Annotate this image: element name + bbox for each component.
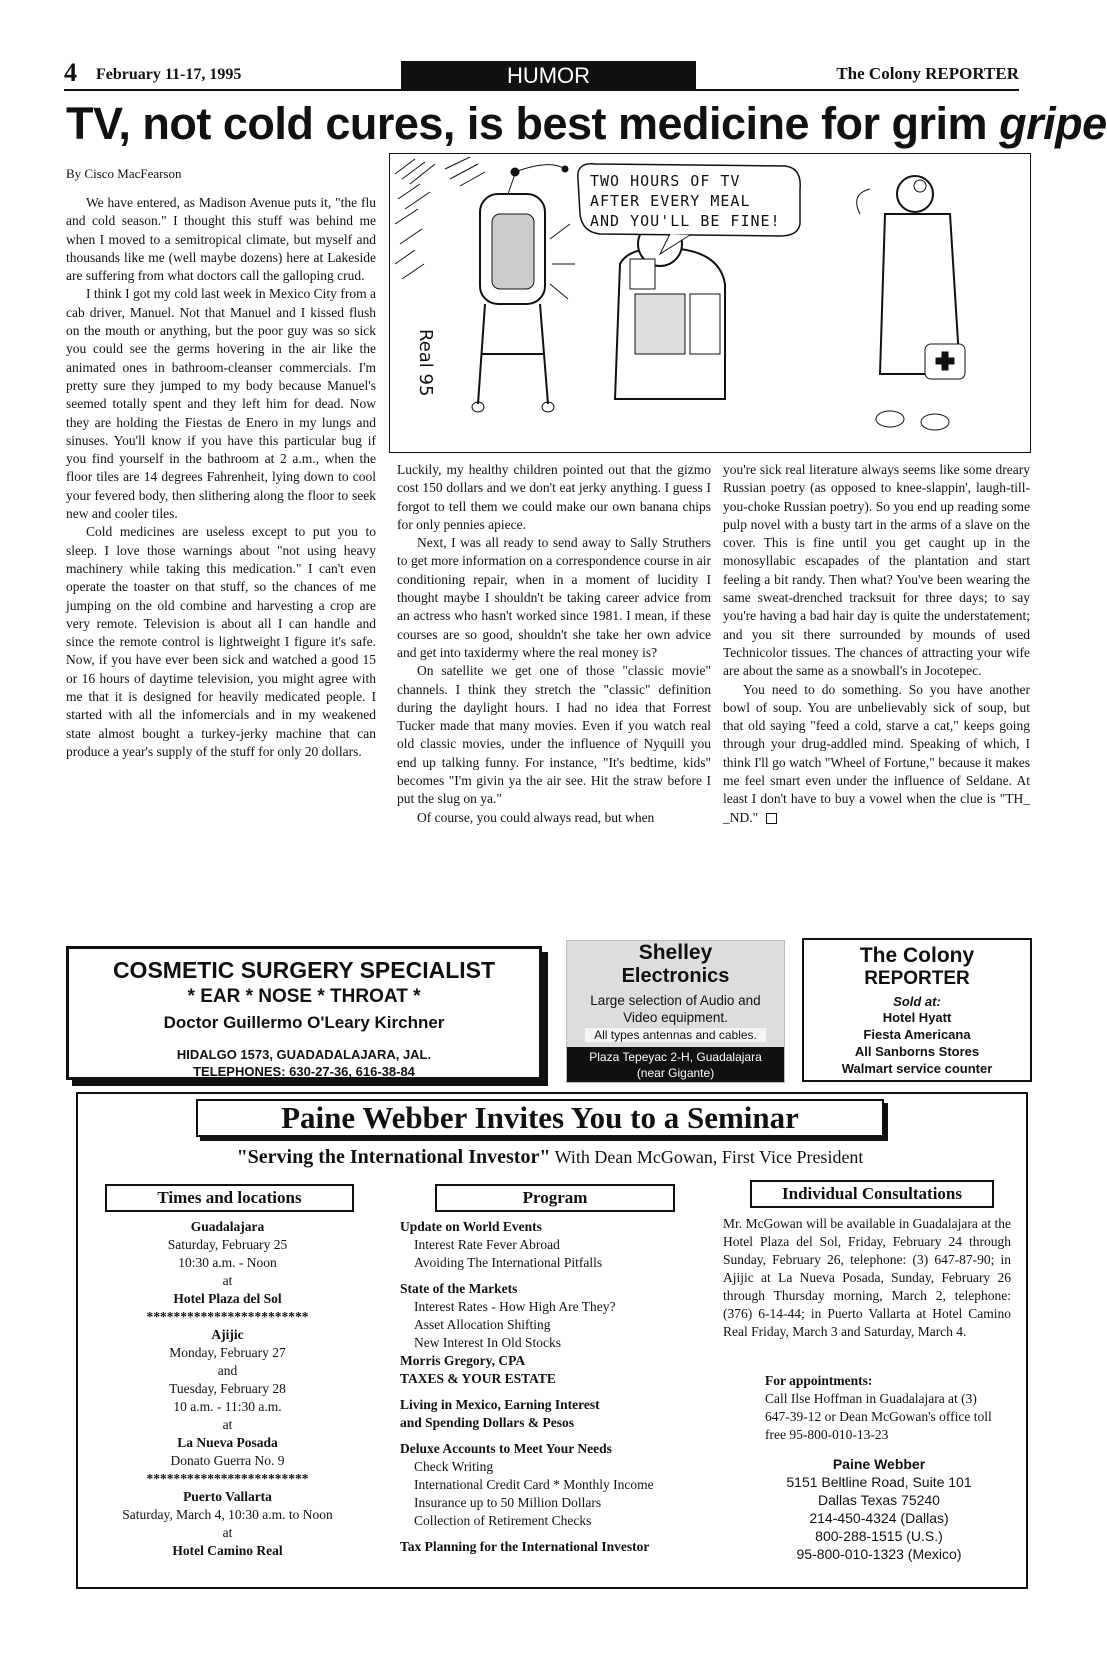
hatch-decoration-icon	[395, 157, 485, 279]
program-line: Interest Rates - How High Are They?	[414, 1299, 616, 1314]
program-line: New Interest In Old Stocks	[414, 1335, 561, 1350]
times-line: La Nueva Posada	[177, 1435, 278, 1450]
times-line: ************************	[146, 1309, 309, 1324]
paragraph: Next, I was all ready to send away to Sally Struthers to get more information on a correspondence course in air conditioning repair, when in a moment of lucidity I thought maybe I shouldn't be taking career advice from an actress who hasn't worked since 1981. I mean, if these courses are so good, shouldn't she take her own advice and get into taxidermy where the real money is?	[397, 535, 711, 660]
ad-phones: TELEPHONES: 630-27-36, 616-38-84	[193, 1064, 415, 1079]
ad-name-2: Electronics	[621, 965, 730, 987]
ad-location-2: (near Gigante)	[636, 1066, 715, 1080]
paragraph: I think I got my cold last week in Mexico City from a cab driver, Manuel. Not that Manuel and I kissed flush on the mouth or anything, but the poor guy was so sick you could see the germs hovering in the air like the animated ones in bathroom-cleanser commercials. I'm pretty sure they jumped to my body because Manuel's seemed totally spent and they left him for dead. Now they are holding the Fiestas de Enero in my lungs and sinuses. You'll know if you have this particular bug if you find yourself in the bathroom at 2 a.m., when the floor tiles are 14 degrees Fahrenheit, lying down to cool your fevered body, then slithering along the floor to seek new and cooler tiles.	[66, 286, 376, 522]
times-line: Hotel Camino Real	[172, 1543, 283, 1558]
times-line: Saturday, March 4, 10:30 a.m. to Noon	[122, 1507, 333, 1522]
shelley-electronics-ad	[566, 940, 785, 1083]
program-line: Update on World Events	[400, 1219, 542, 1234]
times-line: Ajijic	[211, 1327, 244, 1342]
ad-location-1: Plaza Tepeyac 2-H, Guadalajara	[589, 1050, 762, 1064]
ad-specialties: * EAR * NOSE * THROAT *	[187, 986, 421, 1007]
ad-desc-1: Large selection of Audio and	[590, 993, 761, 1008]
paragraph	[723, 681, 1030, 827]
header-rule	[64, 89, 1019, 91]
program-line: Tax Planning for the International Investor	[400, 1539, 650, 1554]
article-column-2	[397, 461, 711, 827]
times-line: Tuesday, February 28	[169, 1381, 286, 1396]
ad-name-1: Shelley	[638, 941, 713, 964]
program-line: and Spending Dollars & Pesos	[400, 1415, 575, 1430]
times-line: Guadalajara	[190, 1219, 265, 1234]
ad-name-1: The Colony	[859, 944, 975, 967]
program-header: Program	[435, 1184, 675, 1212]
ad-location: Hotel Hyatt	[882, 1010, 952, 1025]
ad-location: All Sanborns Stores	[854, 1044, 980, 1059]
paragraph: Luckily, my healthy children pointed out that the gizmo cost 150 dollars and we don't eat jerky anything. I guess I forgot to tell them we could make our own banana chips for only pennies apiece.	[397, 462, 711, 532]
phone-2: 800-288-1515 (U.S.)	[815, 1528, 943, 1544]
times-line: Hotel Plaza del Sol	[173, 1291, 282, 1306]
seminar-tagline: "Serving the International Investor"	[236, 1146, 551, 1168]
times-line: Monday, February 27	[169, 1345, 286, 1360]
ad-sold-at: Sold at:	[893, 994, 941, 1009]
program-line: Asset Allocation Shifting	[414, 1317, 551, 1332]
headline-main: TV, not cold cures, is best medicine for grim	[66, 98, 988, 149]
ad-address: HIDALGO 1573, GUADADALAJARA, JAL.	[176, 1047, 432, 1062]
times-line: 10:30 a.m. - Noon	[178, 1255, 277, 1270]
colony-reporter-ad	[802, 938, 1032, 1082]
ad-doctor: Doctor Guillermo O'Leary Kirchner	[163, 1013, 445, 1032]
tv-set-icon	[472, 165, 568, 412]
appointments-title: For appointments:	[765, 1373, 873, 1388]
program-line: Collection of Retirement Checks	[414, 1513, 592, 1528]
ad-location: Walmart service counter	[841, 1061, 993, 1076]
program-line: TAXES & YOUR ESTATE	[400, 1371, 556, 1386]
end-mark-icon	[766, 813, 777, 824]
times-line: ************************	[146, 1471, 309, 1486]
headline-italic: gripe	[999, 98, 1107, 149]
ad-desc-3: All types antennas and cables.	[585, 1028, 766, 1042]
program-line: Morris Gregory, CPA	[400, 1353, 526, 1368]
article-column-3	[723, 461, 1030, 827]
program-line: International Credit Card * Monthly Income	[414, 1477, 654, 1492]
firm-address	[745, 1455, 1013, 1563]
section-banner: HUMOR	[401, 61, 696, 91]
program-line: Check Writing	[414, 1459, 494, 1474]
times-line: Saturday, February 25	[167, 1237, 288, 1252]
ad-desc-2: Video equipment.	[623, 1010, 728, 1025]
times-line: and	[217, 1363, 238, 1378]
doctor-icon	[857, 176, 965, 430]
paragraph: you're sick real literature always seems like some dreary Russian poetry (as opposed to knee-slappin', laugh-till-you-choke Russian poetry). So you end up reading some pulp novel with a busty tart in the arms of a slave on the cover. This is fine until you get caught up in the monosyllabic escapades of the plantation and start feeling a bit randy. Then what? You've been wearing the same sweat-drenched tracksuit for three days; to say you're having a bad hair day is quite the understatement; and you sit there surrounded by mounds of used Technicolor tissues. The chances of attracting your wife are about the same as a snowball's in Jocotepec.	[723, 462, 1030, 679]
paragraph: On satellite we get one of those "classic movie" channels. I think they stretch the "classic" definition during the daylight hours. I had no idea that Forrest Tucker made that many movies. Even if you watch real old classic movies, under the influence of Nyquill you end up talking funny. For instance, "It's bedtime, kids" becomes "I'm givin ya the air see. Hit the straw before I put the slug on ya."	[397, 663, 711, 807]
times-line: Puerto Vallarta	[183, 1489, 272, 1504]
times-list	[100, 1218, 355, 1560]
program-list	[400, 1218, 700, 1556]
article-column-1	[66, 194, 376, 761]
appointments	[765, 1372, 1005, 1444]
address-line-1: 5151 Beltline Road, Suite 101	[786, 1474, 972, 1490]
cartoon-drawing	[390, 154, 1030, 452]
times-line: at	[222, 1273, 233, 1288]
consultations-text: Mr. McGowan will be available in Guadalajara at the Hotel Plaza del Sol, Friday, February 24 through Sunday, February 26, telephone: (3) 647-87-90; in Ajijic at La Nueva Posada, Sunday, February 26 through Thursday morning, March 2, telephone: (376) 6-14-44; in Puerto Vallarta at Hotel Camino Real Friday, March 3 and Saturday, March 4.	[723, 1216, 1011, 1339]
caption-line-2: AFTER EVERY MEAL	[590, 192, 751, 210]
caption-line-1: TWO HOURS OF TV	[590, 172, 741, 190]
phone-1: 214-450-4324 (Dallas)	[809, 1510, 949, 1526]
caption-line-3: AND YOU'LL BE FINE!	[590, 212, 781, 230]
program-line: Avoiding The International Pitfalls	[414, 1255, 603, 1270]
times-header: Times and locations	[105, 1184, 354, 1212]
ad-location: Fiesta Americana	[863, 1027, 971, 1042]
ad-name-2: REPORTER	[864, 968, 970, 989]
paper-name: The Colony REPORTER	[836, 64, 1019, 83]
program-line: State of the Markets	[400, 1281, 518, 1296]
address-line-2: Dallas Texas 75240	[818, 1492, 940, 1508]
paragraph-text: You need to do something. So you have another bowl of soup. You are unbelievably sick of soup, but that old saying "feed a cold, starve a cat," keeps going through your drug-addled mind. Speaking of which, I think I'll go watch "Wheel of Fortune," because it makes me feel smart even under the influence of Seldane. At least I don't have to buy a vowel when the clue is "TH_ _ND."	[723, 681, 1030, 825]
paragraph: Of course, you could always read, but when	[417, 809, 655, 825]
seminar-with: With Dean McGowan, First Vice President	[554, 1147, 864, 1167]
consultations-header: Individual Consultations	[750, 1180, 994, 1208]
cosmetic-surgery-ad	[66, 946, 542, 1080]
times-line: at	[222, 1417, 233, 1432]
program-line: Living in Mexico, Earning Interest	[400, 1397, 600, 1412]
times-line: 10 a.m. - 11:30 a.m.	[173, 1399, 282, 1414]
times-line: Donato Guerra No. 9	[170, 1453, 285, 1468]
program-line: Interest Rate Fever Abroad	[414, 1237, 560, 1252]
appointments-text: Call Ilse Hoffman in Guadalajara at (3) 647-39-12 or Dean McGowan's office toll free 95-800-010-13-23	[765, 1391, 992, 1442]
paragraph: We have entered, as Madison Avenue puts it, "the flu and cold season." I thought this stuff was behind me when I moved to a semitropical climate, but myself and thousands like me (well maybe dozens) here at Lakeside are suffering from what doctors call the galloping crud.	[66, 195, 376, 284]
issue-date: February 11-17, 1995	[96, 66, 242, 83]
program-line: Deluxe Accounts to Meet Your Needs	[400, 1441, 612, 1456]
cartoonist-signature: Real 95	[415, 329, 436, 397]
seminar-title: Paine Webber Invites You to a Seminar	[196, 1099, 884, 1137]
paragraph: Cold medicines are useless except to put you to sleep. I love those warnings about "not using heavy machinery while taking this medication." I can't even operate the toaster on that stuff, so the chances of me jumping on the old combine and harvesting a crop are very remote. Television is about all I can handle and since the remote control is lightweight I figure it's safe. Now, if you have ever been sick and watched a good 15 or 16 hours of daytime television, you might agree with me that it is designed for heavily medicated people. I started with all the infomercials and in my weakened state almost bought a turkey-jerky machine that can produce a year's supply of the stuff for only 20 dollars.	[66, 524, 376, 759]
seminar-subtitle	[76, 1146, 1024, 1169]
phone-3: 95-800-010-1323 (Mexico)	[796, 1546, 962, 1562]
page-number: 4	[64, 58, 77, 87]
times-line: at	[222, 1525, 233, 1540]
ad-title: COSMETIC SURGERY SPECIALIST	[112, 957, 496, 983]
headline	[66, 98, 1107, 150]
ad-location-bar	[567, 1047, 784, 1082]
byline: By Cisco MacFearson	[66, 166, 182, 181]
cartoon	[389, 153, 1031, 453]
firm-name: Paine Webber	[832, 1456, 926, 1472]
program-line: Insurance up to 50 Million Dollars	[414, 1495, 602, 1510]
